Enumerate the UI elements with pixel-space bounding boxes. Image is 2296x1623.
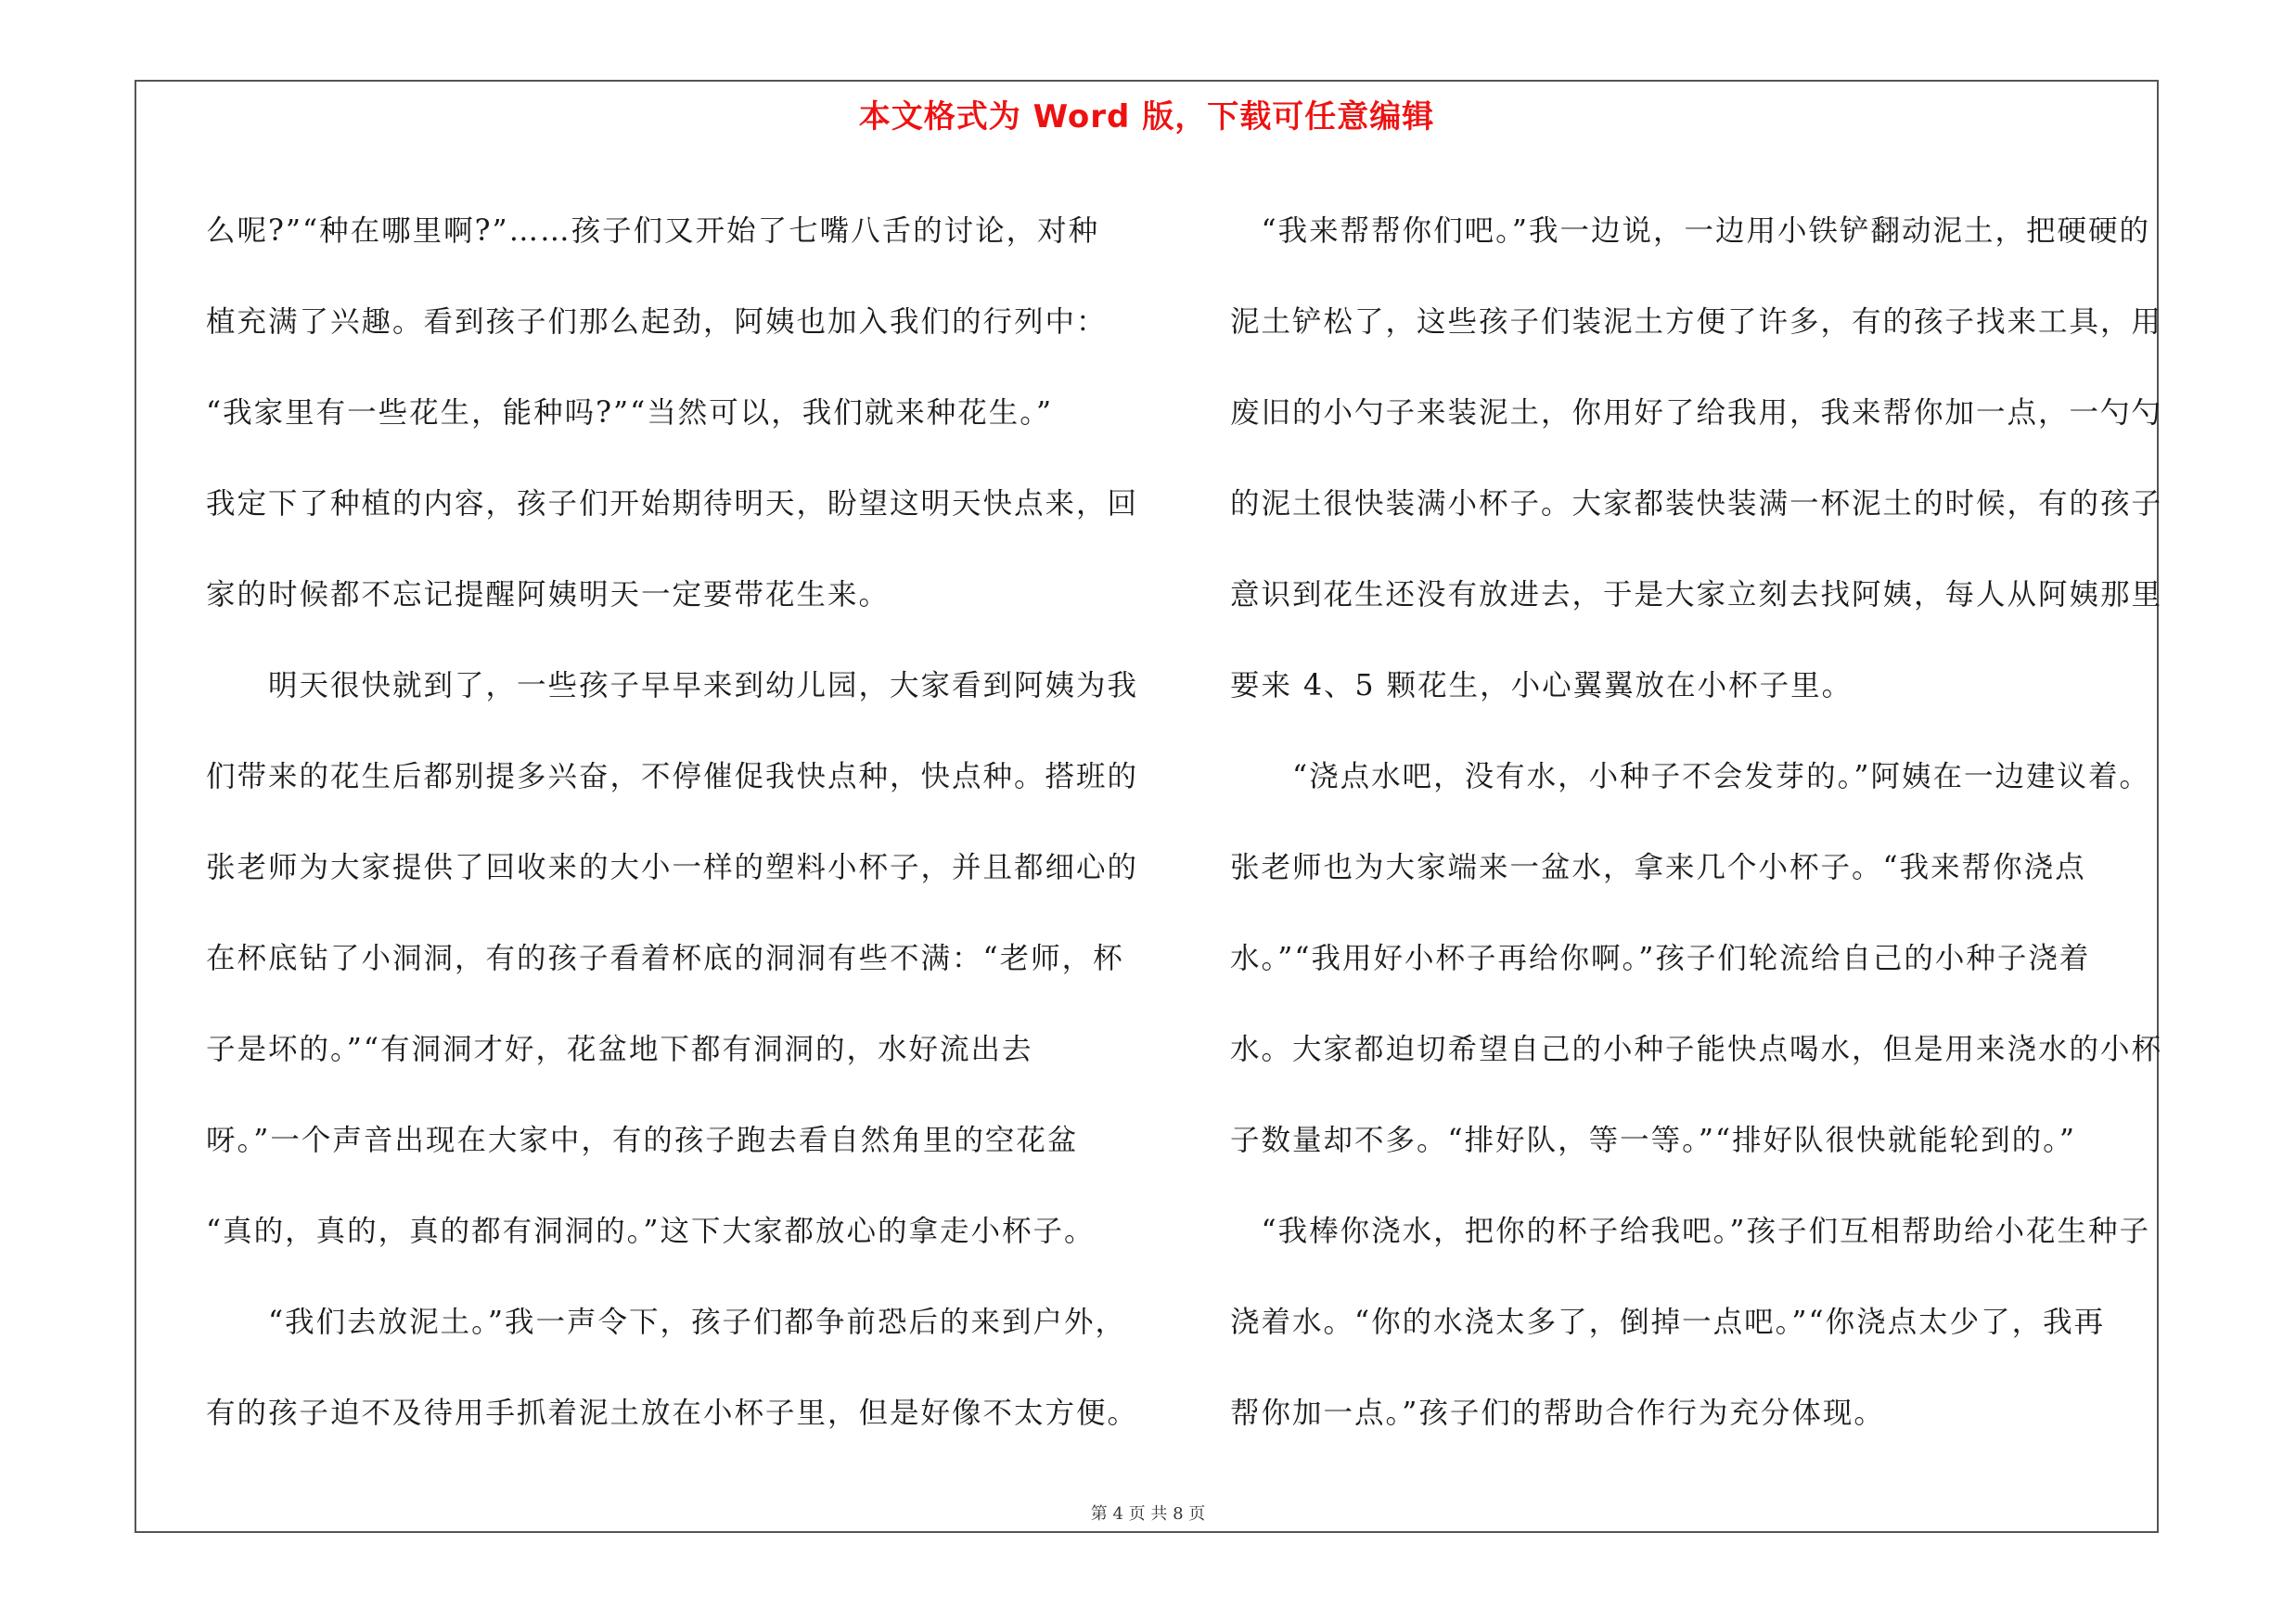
text-line: 明天很快就到了，一些孩子早早来到幼儿园，大家看到阿姨为我	[206, 669, 1139, 702]
text-line: “我们去放泥土。”我一声令下，孩子们都争前恐后的来到户外，	[206, 1306, 1126, 1339]
text-line: 浇着水。“你的水浇太多了，倒掉一点吧。”“你浇点太少了，我再	[1230, 1306, 2106, 1339]
text-line: 子是坏的。”“有洞洞才好，花盆地下都有洞洞的，水好流出去	[206, 1033, 1033, 1066]
text-line: 子数量却不多。“排好队，等一等。”“排好队很快就能轮到的。”	[1230, 1124, 2076, 1157]
text-line: “真的，真的，真的都有洞洞的。”这下大家都放心的拿走小杯子。	[206, 1215, 1096, 1248]
text-line: 呀。”一个声音出现在大家中，有的孩子跑去看自然角里的空花盆	[206, 1124, 1079, 1157]
document-header-title: 本文格式为 Word 版，下载可任意编辑	[858, 98, 1435, 135]
text-line: 家的时候都不忘记提醒阿姨明天一定要带花生来。	[206, 578, 891, 612]
text-line: 水。大家都迫切希望自己的小种子能快点喝水，但是用来浇水的小杯	[1230, 1033, 2163, 1066]
text-line: 意识到花生还没有放进去，于是大家立刻去找阿姨，每人从阿姨那里	[1230, 578, 2163, 612]
text-line: “我家里有一些花生，能种吗?”“当然可以，我们就来种花生。”	[206, 396, 1054, 430]
text-line: 有的孩子迫不及待用手抓着泥土放在小杯子里，但是好像不太方便。	[206, 1397, 1139, 1430]
text-line: “我棒你浇水，把你的杯子给我吧。”孩子们互相帮助给小花生种子	[1230, 1215, 2150, 1248]
text-line: “浇点水吧，没有水，小种子不会发芽的。”阿姨在一边建议着。	[1230, 760, 2150, 793]
text-line: 么呢?”“种在哪里啊?”……孩子们又开始了七嘴八舌的讨论，对种	[206, 214, 1100, 248]
right-text-column	[1230, 186, 2167, 1459]
text-line: 要来 4、5 颗花生，小心翼翼放在小杯子里。	[1230, 669, 1853, 702]
text-line: 水。”“我用好小杯子再给你啊。”孩子们轮流给自己的小种子浇着	[1230, 942, 2091, 975]
text-line: “我来帮帮你们吧。”我一边说，一边用小铁铲翻动泥土，把硬硬的	[1230, 214, 2150, 248]
text-line: 废旧的小勺子来装泥土，你用好了给我用，我来帮你加一点，一勺勺	[1230, 396, 2163, 430]
text-line: 泥土铲松了，这些孩子们装泥土方便了许多，有的孩子找来工具，用	[1230, 305, 2163, 339]
text-line: 张老师为大家提供了回收来的大小一样的塑料小杯子，并且都细心的	[206, 851, 1139, 884]
text-line: 在杯底钻了小洞洞，有的孩子看着杯底的洞洞有些不满：“老师，杯	[206, 942, 1124, 975]
text-line: 帮你加一点。”孩子们的帮助合作行为充分体现。	[1230, 1397, 1885, 1430]
page-number-footer: 第 4 页 共 8 页	[1090, 1504, 1206, 1524]
left-text-column	[206, 186, 1143, 1459]
text-line: 我定下了种植的内容，孩子们开始期待明天，盼望这明天快点来，回	[206, 487, 1139, 521]
text-line: 们带来的花生后都别提多兴奋，不停催促我快点种，快点种。搭班的	[206, 760, 1139, 793]
text-line: 张老师也为大家端来一盆水，拿来几个小杯子。“我来帮你浇点	[1230, 851, 2086, 884]
text-line: 的泥土很快装满小杯子。大家都装快装满一杯泥土的时候，有的孩子	[1230, 487, 2163, 521]
text-line: 植充满了兴趣。看到孩子们那么起劲，阿姨也加入我们的行列中：	[206, 305, 1108, 339]
